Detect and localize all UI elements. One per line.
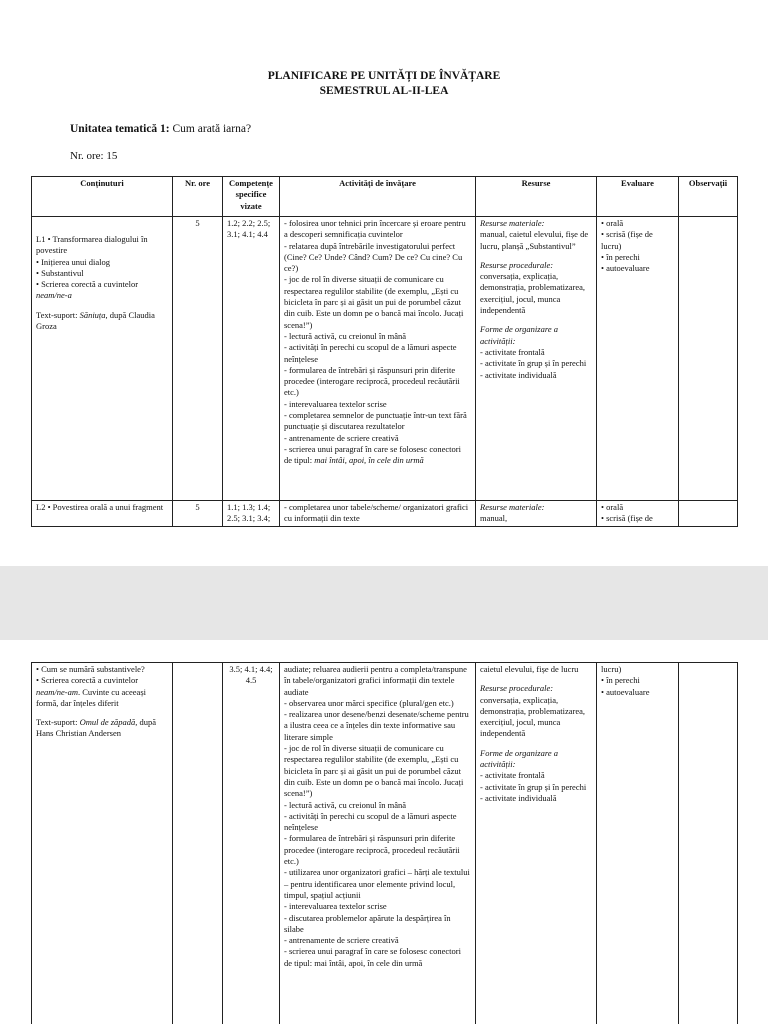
table-row [32,663,738,1024]
competences-cell: 3.5; 4.1; 4.4; 4.5 [223,663,280,1024]
document-page-2 [0,640,768,1024]
col-header-evaluation: Evaluare [597,177,679,217]
content-line: • Inițierea unui dialog [36,256,111,267]
unit-heading [70,123,251,135]
table-row [32,217,738,501]
content-line: • Substantivul [36,267,84,278]
document-title: PLANIFICARE PE UNITĂȚI DE ÎNVĂȚARE [267,70,501,82]
observations-cell [679,217,738,501]
hours-total: Nr. ore: 15 [70,150,118,162]
col-header-content: Conținuturi [32,177,173,217]
resources-cell: caietul elevului, fișe de lucru Resurse procedurale: conversația, explicația, demonstrația, problematizarea, exercițiul, jocul, munca independentă Forme de organizare a activității: - activitate frontală - activitate în grup și în perechi - activitate individuală [476,663,597,1024]
col-header-observations: Observații [679,177,738,217]
competences-cell: 1.2; 2.2; 2.5; 3.1; 4.1; 4.4 [223,217,280,501]
evaluation-cell: • orală • scrisă (fișe de [597,501,679,527]
unit-name: Cum arată iarna? [172,123,252,135]
hours-cell: 5 [173,501,223,527]
content-cell: L2 • Povestirea orală a unui fragment [32,501,173,527]
col-header-resources: Resurse [476,177,597,217]
table-header-row [32,177,738,217]
competences-cell: 1.1; 1.3; 1.4; 2.5; 3.1; 3.4; [223,501,280,527]
hours-cell: 5 [173,217,223,501]
resources-cell: Resurse materiale: manual, caietul elevului, fișe de lucru, planșă „Substantivul” Resurse procedurale: conversația, explicația, demonstrația, problematizarea, exercițiul, jocul, munca independentă Forme de organizare a activității: - activitate frontală - activitate în grup și în perechi - activitate individuală [476,217,597,501]
col-header-activities: Activități de învățare [280,177,476,217]
resources-cell: Resurse materiale: manual, [476,501,597,527]
planning-table-continued [31,662,738,1024]
content-line: • Scrierea corectă a cuvintelor [36,279,139,290]
activities-cell: - folosirea unor tehnici prin încercare și eroare pentru a descoperi semnificația cuvintelor - relatarea după întrebările investigatorului perfect (Cine? Ce? Unde? Când? Cum? De ce? Cu cine? Cu ce?) - joc de rol în diverse situații de comunicare cu respectarea regulilor stabilite (de exemplu, „Ești cu bicicleta în parc și ai găsit un pui de porumbel căzut din cuib. Este un domn pe o bancă mai încolo. Jucați scena!”) - lectură activă, cu creionul în mână - activități în perechi cu scopul de a lămuri aspecte neînțelese - formularea de întrebări și răspunsuri prin diferite procedee (interogare reciprocă, procedeul recăutării etc.) - interevaluarea textelor scrise - completarea semnelor de punctuație într-un text fără punctuație și discutarea rezultatelor - antrenamente de scriere creativă - scrierea unui paragraf în care se folosesc conectori de tipul: mai întâi, apoi, în cele din urmă [280,217,476,501]
planning-table [31,176,738,527]
col-header-competences: Competențe specifice vizate [223,177,280,217]
support-text: Text-suport: Săniuța, după Claudia Groza [36,309,155,332]
observations-cell [679,501,738,527]
content-italic: neam/ne-a [36,290,72,301]
document-subtitle: SEMESTRUL AL-II-LEA [319,85,449,97]
content-cell: • Cum se numără substantivele? • Scrierea corectă a cuvintelor neam/ne-am. Cuvinte cu aceeași formă, dar înțeles diferit Text-suport: Omul de zăpadă, după Hans Christian Andersen [32,663,173,1024]
activities-cell: - completarea unor tabele/scheme/ organizatori grafici cu informații din texte [280,501,476,527]
evaluation-cell: • orală • scrisă (fișe de lucru) • în perechi • autoevaluare [597,217,679,501]
col-header-hours: Nr. ore [173,177,223,217]
table-row [32,501,738,527]
content-line: L1 • Transformarea dialogului în povestire [36,234,148,256]
observations-cell [679,663,738,1024]
evaluation-cell: lucru) • în perechi • autoevaluare [597,663,679,1024]
unit-label: Unitatea tematică 1: [70,123,170,135]
activities-cell: audiate; reluarea audierii pentru a completa/transpune în tabele/organizatori grafici informații din textele audiate - observarea unor mărci specifice (plural/gen etc.) - realizarea unor desene/benzi desenate/scheme pentru a ilustra ceea ce a înțeles din texte informative sau literare simple - joc de rol în diverse situații de comunicare cu respectarea regulilor stabilite (de exemplu, „Ești cu bicicleta în parc și ai găsit un pui de porumbel căzut din cuib. Este un domn pe o bancă mai încolo. Jucați scena!”) - lectură activă, cu creionul în mână - activități în perechi cu scopul de a lămuri aspecte neînțelese - formularea de întrebări și răspunsuri prin diferite procedee (interogare reciprocă, procedeul recăutării etc.) - utilizarea unor organizatori grafici – hărți ale textului – pentru identificarea unor elemente privind locul, timpul, spațiul acțiunii - interevaluarea textelor scrise - discutarea problemelor apărute la despărțirea în silabe - antrenamente de scriere creativă - scrierea unui paragraf în care se folosesc conectori de tipul: mai întâi, apoi, în cele din urmă [280,663,476,1024]
content-cell [32,217,173,501]
hours-cell [173,663,223,1024]
